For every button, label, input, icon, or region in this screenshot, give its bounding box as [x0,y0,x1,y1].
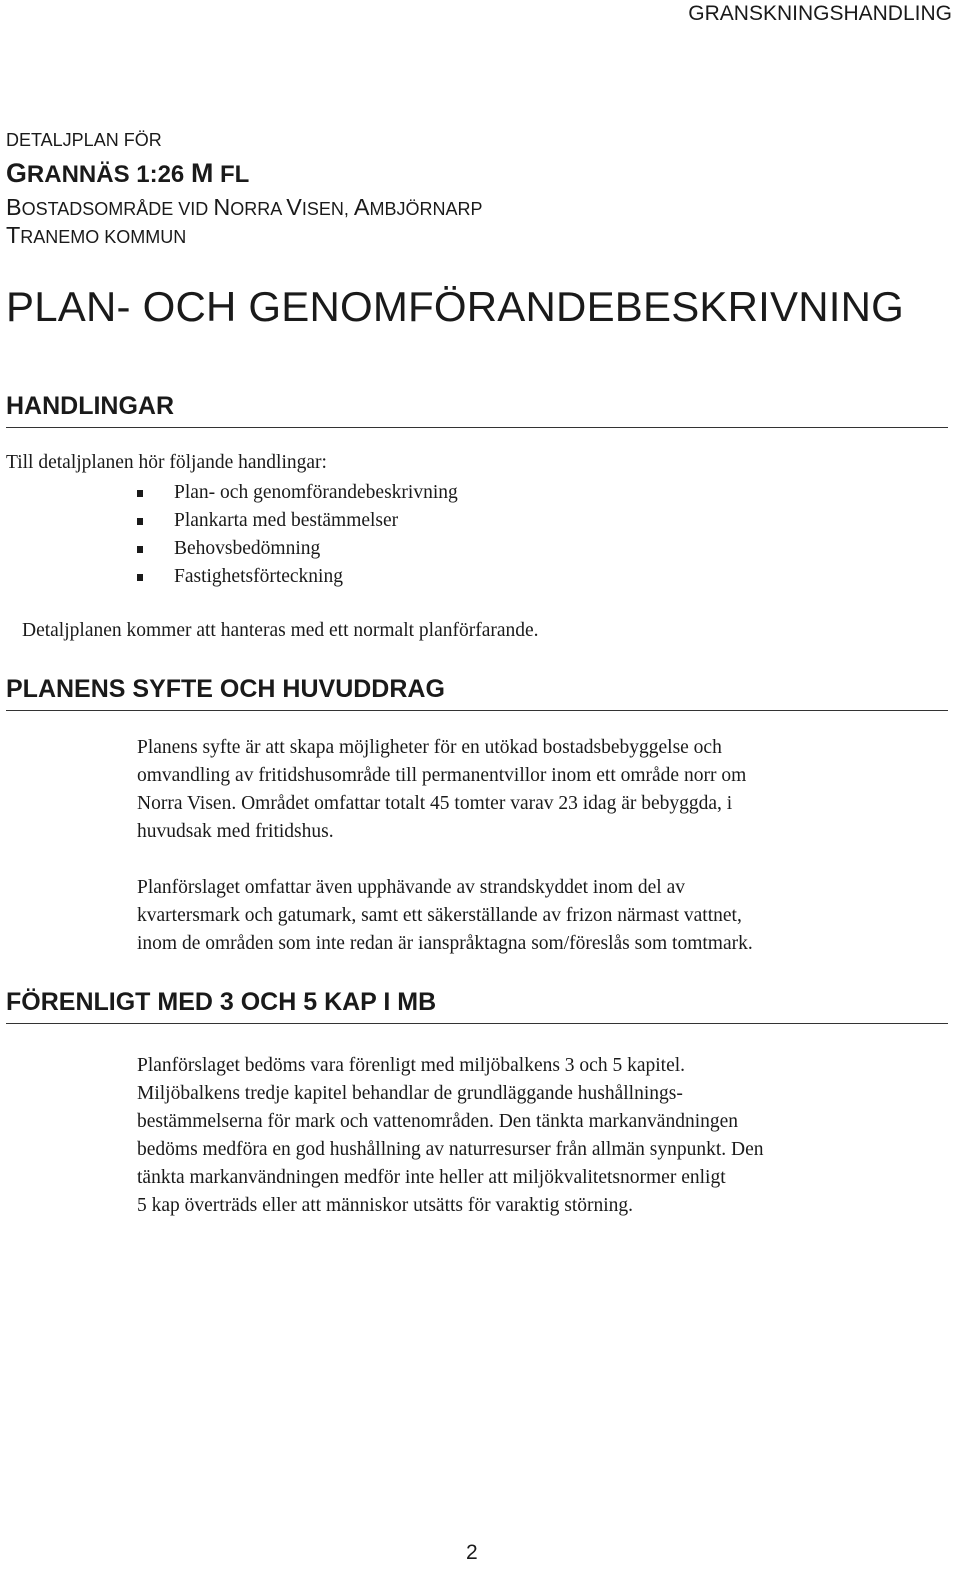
text-line: inom de områden som inte redan är ianspråktagna som/föreslås som tomtmark. [137,933,753,954]
documents-intro: Till detaljplanen hör följande handlingar: [6,452,327,473]
text-line: Miljöbalkens tredje kapitel behandlar de grundläggande hushållnings- [137,1083,683,1104]
area-initial-v: V [286,194,302,220]
list-item [137,564,458,592]
text-line: bestämmelserna för mark och vattenområden. Den tänkta markanvändningen [137,1111,739,1132]
list-item-text: Fastighetsförteckning [174,566,343,587]
miljobalken-paragraph [137,1052,764,1220]
area-text-3: ISEN, [301,199,354,219]
page-number: 2 [466,1541,478,1564]
text-line: omvandling av fritidshusområde till permanentvillor inom ett område norr om [137,765,747,786]
area-initial-n: N [213,194,231,220]
municipality-initial: T [6,222,21,248]
plan-name [6,158,249,189]
plan-area [6,194,482,221]
area-text-1: OSTADSOMRÅDE VID [21,199,214,219]
procedure-note: Detaljplanen kommer att hanteras med ett normalt planförfarande. [22,620,539,641]
plan-name-initial: G [6,158,27,188]
section-heading-syfte: PLANENS SYFTE OCH HUVUDDRAG [6,675,948,711]
text-line: huvudsak med fritidshus. [137,821,334,842]
syfte-paragraph-1 [137,734,746,846]
list-item [137,536,458,564]
document-title: PLAN- OCH GENOMFÖRANDEBESKRIVNING [6,283,905,330]
list-item [137,508,458,536]
area-text-4: MBJÖRNARP [369,199,483,219]
text-line: Planens syfte är att skapa möjligheter för en utökad bostadsbebyggelse och [137,737,722,758]
text-line: 5 kap överträds eller att människor utsätts för varaktig störning. [137,1195,634,1216]
list-item-text: Plankarta med bestämmelser [174,510,399,531]
list-item-text: Plan- och genomförandebeskrivning [174,482,458,503]
plan-name-text: RANNÄS 1:26 [26,161,191,188]
municipality-text: RANEMO KOMMUN [20,227,187,247]
text-line: Norra Visen. Området omfattar totalt 45 tomter varav 23 idag är bebyggda, i [137,793,733,814]
area-text-2: ORRA [230,199,287,219]
list-item-text: Behovsbedömning [174,538,321,559]
text-line: kvartersmark och gatumark, samt ett säkerställande av frizon närmast vattnet, [137,905,742,926]
text-line: Planförslaget omfattar även upphävande av strandskyddet inom del av [137,877,685,898]
bullet-icon [137,546,143,553]
municipality [6,222,186,249]
list-item [137,480,458,508]
plan-name-suffix: FL [213,161,250,188]
plan-label: DETALJPLAN FÖR [6,130,162,150]
area-initial-a: A [353,194,370,220]
bullet-icon [137,574,143,581]
syfte-paragraph-2 [137,874,753,958]
text-line: tänkta markanvändningen medför inte heller att miljökvalitetsnormer enligt [137,1167,726,1188]
bullet-icon [137,490,143,497]
documents-list [137,480,458,592]
area-initial-b: B [6,194,22,220]
section-heading-miljobalken: FÖRENLIGT MED 3 OCH 5 KAP I MB [6,988,948,1024]
section-heading-handlingar: HANDLINGAR [6,392,948,428]
text-line: bedöms medföra en god hushållning av naturresurser från allmän synpunkt. Den [137,1139,764,1160]
bullet-icon [137,518,143,525]
text-line: Planförslaget bedöms vara förenligt med miljöbalkens 3 och 5 kapitel. [137,1055,686,1076]
plan-name-initial-m: M [190,158,214,188]
document-status: GRANSKNINGSHANDLING [688,2,952,25]
